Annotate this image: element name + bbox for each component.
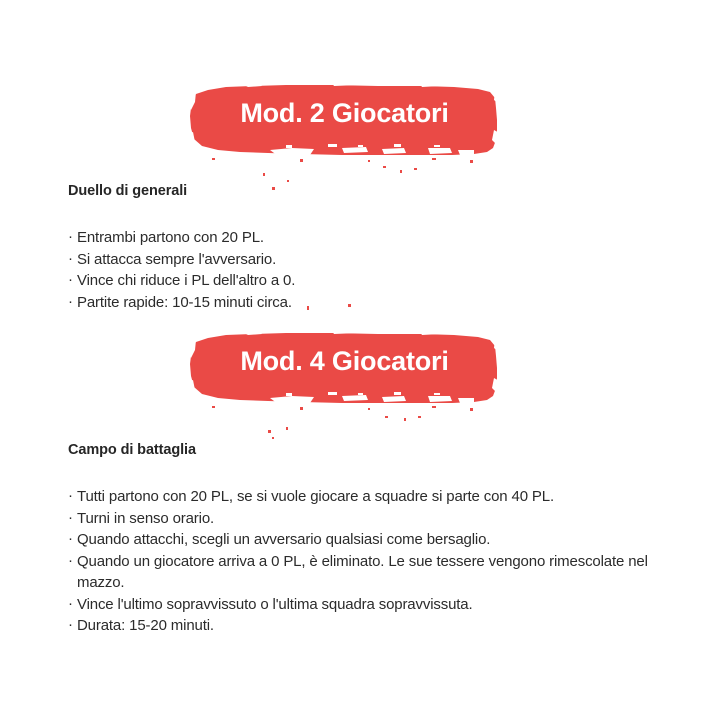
paint-fleck xyxy=(414,168,417,170)
paint-fleck xyxy=(263,173,265,176)
banner-title: Mod. 4 Giocatori xyxy=(240,346,449,376)
list-item: · Entrambi partono con 20 PL. xyxy=(68,227,668,249)
list-item: · Turni in senso orario. xyxy=(68,508,668,530)
paint-fleck xyxy=(404,418,406,421)
section-mod-2-giocatori xyxy=(68,181,668,313)
list-item: · Partite rapide: 10-15 minuti circa. xyxy=(68,292,668,314)
rules-list-mod-4 xyxy=(68,486,668,637)
paint-fleck xyxy=(383,166,386,168)
list-item: · Vince chi riduce i PL dell'altro a 0. xyxy=(68,270,668,292)
list-item: · Tutti partono con 20 PL, se si vuole giocare a squadre si parte con 40 PL. xyxy=(68,486,668,508)
banner-title: Mod. 2 Giocatori xyxy=(240,98,449,128)
section-mod-4-giocatori xyxy=(68,440,668,637)
banner-mod-4-giocatori xyxy=(182,330,507,412)
list-item: · Si attacca sempre l'avversario. xyxy=(68,249,668,271)
paint-fleck xyxy=(286,427,288,430)
paint-fleck xyxy=(385,416,388,418)
rules-list-mod-2 xyxy=(68,227,668,313)
banner-mod-2-giocatori xyxy=(182,82,507,164)
list-item: · Vince l'ultimo sopravvissuto o l'ultima squadra sopravvissuta. xyxy=(68,594,668,616)
section-heading: Campo di battaglia xyxy=(68,442,196,458)
paint-fleck xyxy=(400,170,402,173)
section-heading: Duello di generali xyxy=(68,183,188,199)
paint-fleck xyxy=(272,437,274,439)
list-item: · Quando attacchi, scegli un avversario qualsiasi come bersaglio. xyxy=(68,529,668,551)
paint-fleck xyxy=(268,430,271,433)
paint-fleck xyxy=(418,416,421,418)
list-item: · Durata: 15-20 minuti. xyxy=(68,615,668,637)
list-item: · Quando un giocatore arriva a 0 PL, è eliminato. Le sue tessere vengono rimescolate nel mazzo. xyxy=(68,551,668,594)
